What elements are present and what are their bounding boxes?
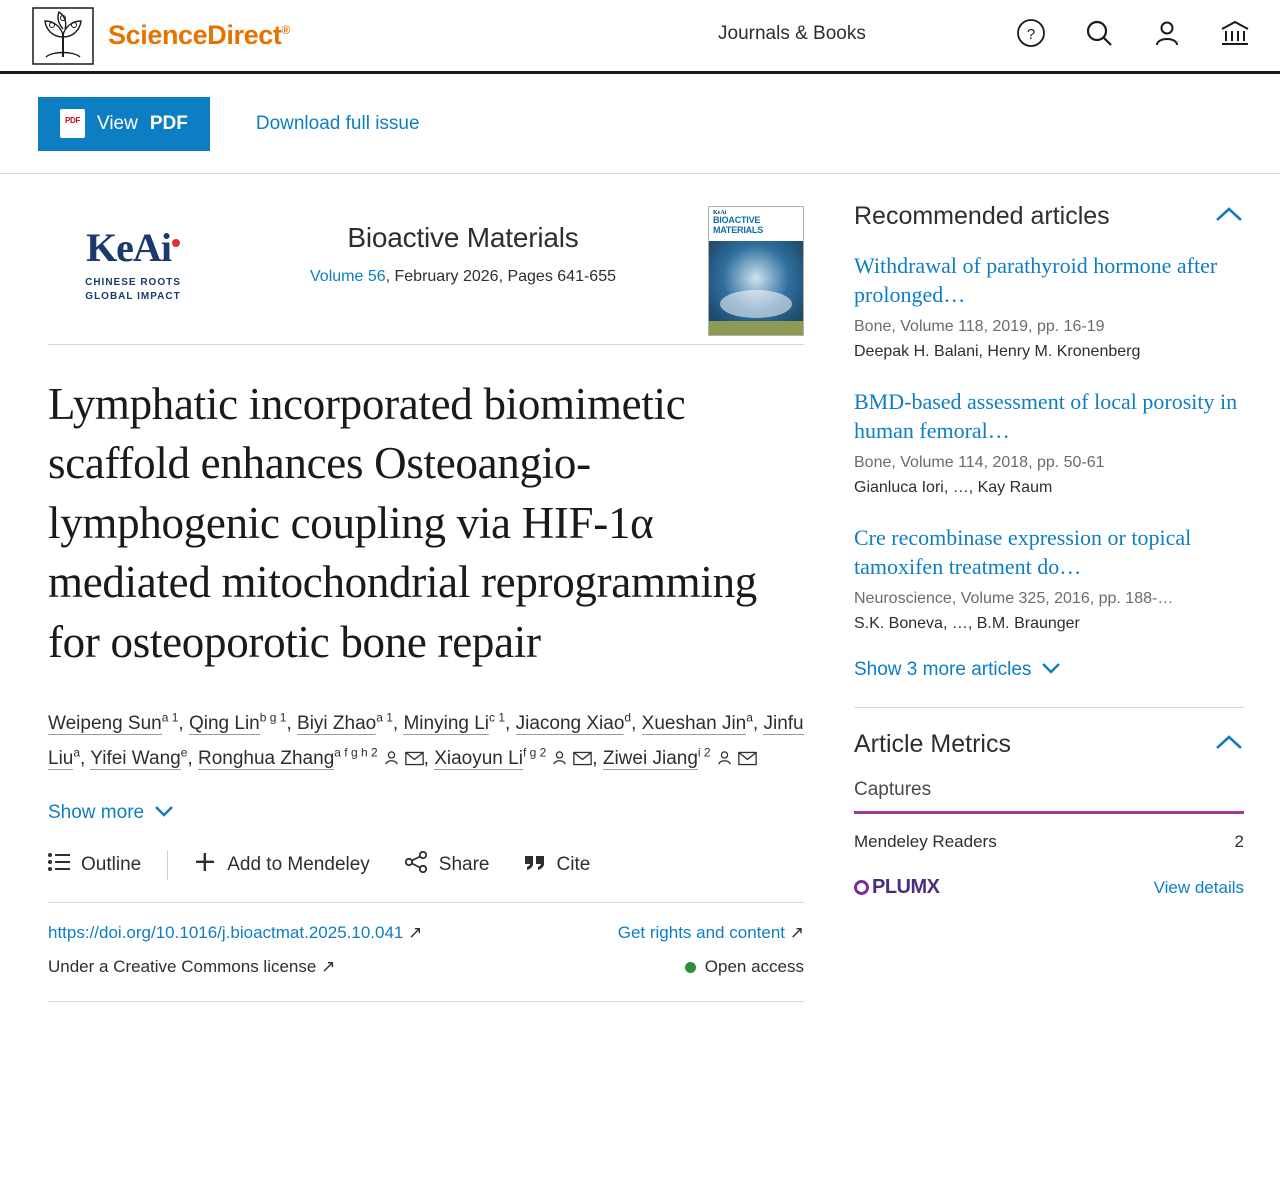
open-access-dot-icon: [685, 962, 696, 973]
plumx-mark-icon: [854, 880, 869, 895]
keai-dot-icon: [172, 239, 180, 247]
recommended-article-item: [854, 387, 1244, 497]
author-name[interactable]: Ronghua Zhang: [197, 748, 335, 770]
author-list: Weipeng Sun$^{a 1}$, Qing Lin$^{b g 1}$, Biyi Zhao$^{a 1}$, Minying $Li^{c 1}$, Jiacong Xiao$^d$, Xueshan Jin$^a$, Jinfu Liu$^a$, Yifei Wang$^e$, Ronghua Zhang$^{a f g h 2}$ , Xiaoyun $Li^{f g 2}$ , Ziwei Jiang$^{i 2}$: [48, 706, 804, 778]
author-affiliation-marks: c 1: [489, 710, 506, 725]
outline-button[interactable]: [48, 853, 141, 877]
author-entry: [434, 745, 592, 770]
add-to-mendeley-label: Add to Mendeley: [227, 854, 370, 876]
recommended-article-source: Bone, Volume 118, 2019, pp. 16-19: [854, 318, 1105, 336]
email-icon[interactable]: [573, 743, 592, 778]
page-title: Lymphatic incorporated biomimetic scaffold enhances Osteoangio-lymphogenic coupling via HIF-1α mediated mitochondrial reprogramming for osteoporotic bone repair: [48, 379, 757, 667]
chevron-up-icon[interactable]: [1214, 730, 1244, 759]
author-affiliation-marks: f g 2: [522, 745, 547, 760]
sidebar-divider: [854, 707, 1244, 708]
cover-title-line2: MATERIALS: [713, 224, 764, 235]
captures-label: Captures: [854, 779, 932, 801]
svg-text:?: ?: [1026, 26, 1036, 43]
journal-header: [48, 174, 804, 344]
pdf-file-icon: [60, 109, 85, 138]
author-entry: [48, 710, 179, 734]
external-link-icon: ↗: [408, 923, 423, 943]
header-icon-group: [1016, 18, 1250, 48]
keai-tagline-line1: CHINESE ROOTS: [85, 277, 181, 288]
doi-link[interactable]: [48, 923, 422, 943]
recommended-article-item: [854, 523, 1244, 633]
external-link-icon: ↗: [789, 923, 804, 943]
chevron-down-icon: [154, 802, 174, 824]
show-more-authors-label: Show more: [48, 802, 145, 824]
recommended-article-item: [854, 251, 1244, 361]
author-profile-icon[interactable]: [716, 743, 733, 778]
open-access-label: Open access: [704, 957, 804, 977]
view-pdf-label-bold: PDF: [149, 112, 188, 134]
author-name[interactable]: Ziwei Jiang: [602, 748, 698, 770]
author-name[interactable]: Minying Li: [403, 712, 490, 734]
external-link-icon: ↗: [321, 957, 336, 977]
cover-artwork: [709, 241, 803, 335]
outline-icon: [48, 853, 70, 877]
recommended-articles-title: Recommended articles: [854, 202, 1110, 230]
view-pdf-label: View: [97, 112, 138, 134]
author-name[interactable]: Xueshan Jin: [641, 712, 747, 734]
author-entry: [403, 710, 506, 734]
author-affiliation-marks: i 2: [697, 745, 711, 760]
doi-text: https://doi.org/10.1016/j.bioactmat.2025.10.041: [48, 923, 404, 943]
keai-tagline: [48, 276, 218, 303]
author-name[interactable]: Jiacong Xiao: [515, 712, 625, 734]
help-icon[interactable]: [1016, 18, 1046, 48]
cover-title-line1: BIOACTIVE: [713, 215, 761, 225]
author-entry: [197, 745, 424, 770]
journal-title[interactable]: Bioactive Materials: [347, 222, 579, 253]
article-column: [0, 174, 840, 1002]
plumx-row: [854, 876, 1244, 899]
author-profile-icon[interactable]: [383, 743, 400, 778]
journal-issue-meta: [218, 268, 708, 286]
author-affiliation-marks: a f g h 2: [334, 745, 378, 760]
brand-prefix: Science: [108, 20, 208, 50]
doi-row: [48, 902, 804, 943]
recommended-articles-header: [854, 202, 1244, 231]
open-access-badge: [685, 957, 804, 977]
get-rights-text: Get rights and content: [617, 923, 786, 943]
email-icon[interactable]: [405, 743, 424, 778]
plumx-logo: [854, 876, 940, 899]
cover-publisher: KeAi: [713, 210, 727, 216]
author-name[interactable]: Weipeng Sun: [48, 712, 162, 734]
recommended-article-title[interactable]: BMD-based assessment of local porosity in human femoral…: [854, 389, 1238, 444]
journal-title-block: [218, 200, 708, 286]
author-affiliation-marks: e: [180, 745, 188, 760]
download-full-issue-link[interactable]: Download full issue: [255, 112, 420, 134]
recommended-article-source: Bone, Volume 114, 2018, pp. 50-61: [854, 454, 1105, 472]
recommended-article-title[interactable]: Withdrawal of parathyroid hormone after prolonged…: [854, 253, 1218, 308]
action-divider: [167, 850, 168, 880]
journal-volume-link[interactable]: Volume 56: [310, 268, 386, 285]
add-to-mendeley-button[interactable]: [194, 851, 370, 879]
share-label: Share: [438, 854, 490, 876]
chevron-down-icon: [1041, 659, 1061, 681]
keai-publisher-logo[interactable]: [48, 200, 218, 303]
author-entry: [641, 710, 753, 734]
author-entry: [515, 710, 632, 734]
show-more-authors-button[interactable]: [48, 802, 804, 824]
sciencedirect-wordmark: [108, 20, 290, 51]
license-row: [48, 957, 804, 995]
journals-and-books-link[interactable]: Journals & Books: [718, 23, 866, 44]
author-entry: [602, 745, 757, 770]
keai-wordmark: [48, 224, 218, 271]
author-affiliation-marks: a 1: [376, 710, 393, 725]
author-affiliation-marks: a 1: [161, 710, 179, 725]
elsevier-tree-icon: [32, 7, 94, 65]
author-entry: [188, 710, 287, 734]
cite-button[interactable]: [524, 853, 591, 877]
view-details-link[interactable]: View details: [1153, 877, 1244, 897]
pdf-action-bar: [0, 74, 1280, 174]
author-name[interactable]: Qing Lin: [188, 712, 260, 734]
registered-mark: ®: [281, 23, 290, 37]
author-entry: [297, 710, 393, 734]
cover-masthead: [709, 207, 803, 241]
cover-artwork-shape: [720, 290, 791, 318]
view-pdf-button[interactable]: [38, 97, 210, 151]
author-name[interactable]: Xiaoyun Li: [434, 748, 523, 770]
account-icon[interactable]: [1152, 18, 1182, 48]
chevron-up-icon[interactable]: [1214, 202, 1244, 231]
article-metrics-header: [854, 730, 1244, 759]
sciencedirect-logo[interactable]: [32, 7, 290, 65]
section-divider: [48, 1001, 804, 1002]
outline-label: Outline: [81, 854, 142, 876]
recommended-article-authors: Gianluca Iori, …, Kay Raum: [854, 479, 1053, 497]
share-button[interactable]: [404, 851, 490, 879]
author-entry: [90, 745, 188, 770]
share-icon: [404, 851, 428, 879]
captures-bar: [854, 811, 1244, 814]
institution-icon[interactable]: [1220, 18, 1250, 48]
site-header: [0, 0, 1280, 74]
author-affiliation-marks: d: [624, 710, 632, 725]
keai-text: KeAi: [86, 225, 171, 270]
author-name[interactable]: Yifei Wang: [90, 748, 181, 770]
search-icon[interactable]: [1084, 18, 1114, 48]
license-text: [48, 957, 335, 977]
recommended-article-authors: S.K. Boneva, …, B.M. Braunger: [854, 615, 1080, 633]
header-divider: [48, 344, 804, 345]
show-more-articles-button[interactable]: [854, 659, 1244, 681]
article-metrics-title: Article Metrics: [854, 730, 1011, 759]
author-affiliation-marks: a: [746, 710, 753, 725]
page-body: [0, 174, 1280, 1002]
journal-cover-image[interactable]: [708, 206, 804, 336]
author-affiliation-marks: b g 1: [259, 710, 287, 725]
plus-icon: [194, 851, 216, 879]
brand-suffix: Direct: [207, 20, 282, 50]
recommended-article-source: Neuroscience, Volume 325, 2016, pp. 188-…: [854, 590, 1174, 608]
license-prefix: Under a Creative Commons: [48, 957, 264, 977]
author-name[interactable]: Biyi Zhao: [297, 712, 377, 734]
show-more-articles-label: Show 3 more articles: [854, 659, 1032, 681]
email-icon[interactable]: [738, 743, 757, 778]
recommended-article-authors: Deepak H. Balani, Henry M. Kronenberg: [854, 343, 1141, 361]
metric-row: [854, 832, 1244, 852]
keai-tagline-line2: GLOBAL IMPACT: [85, 290, 181, 302]
author-affiliation-marks: a: [73, 745, 81, 760]
metric-label: Mendeley Readers: [854, 832, 997, 852]
quote-icon: [524, 853, 546, 877]
author-profile-icon[interactable]: [551, 743, 568, 778]
metric-value: 2: [1234, 832, 1244, 852]
sidebar: [840, 174, 1280, 1002]
article-action-bar: [48, 850, 804, 880]
recommended-article-title[interactable]: Cre recombinase expression or topical tamoxifen treatment do…: [854, 525, 1192, 580]
author-name[interactable]: Jinfu Liu: [48, 712, 804, 770]
plumx-label: PLUMX: [872, 876, 940, 899]
journal-issue-detail: , February 2026, Pages 641-655: [385, 268, 616, 285]
cover-footer-band: [709, 321, 803, 335]
get-rights-link[interactable]: [618, 923, 804, 943]
license-link[interactable]: license: [263, 957, 317, 977]
cite-label: Cite: [556, 854, 591, 876]
